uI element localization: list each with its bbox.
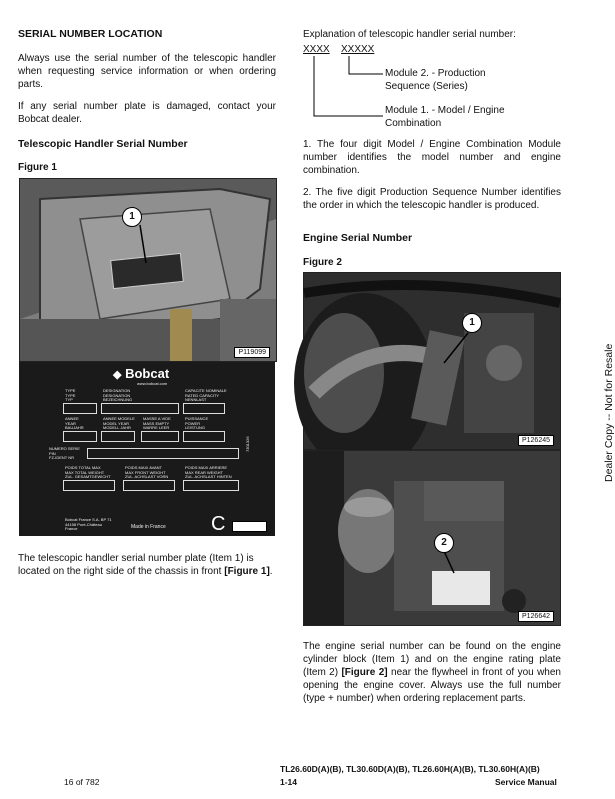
page-number: 1-14 — [280, 777, 298, 787]
bobcat-logo — [113, 366, 169, 381]
footer-models: TL26.60D(A)(B), TL30.60D(A)(B), TL26.60H(A)(B), TL30.60H(A)(B) — [280, 764, 540, 774]
plate-made-in: Made in France — [131, 524, 166, 530]
plate-type-label: TYPE TYPE TYP — [65, 388, 76, 402]
serial-code-part1: XXXX — [303, 44, 330, 55]
callout-engine-item-1: 1 — [462, 313, 482, 333]
plate-serial-field — [87, 448, 239, 459]
figure-1-reference: [Figure 1] — [224, 566, 270, 577]
flywheel-illustration — [304, 451, 560, 625]
plate-power-field — [183, 431, 225, 442]
plate-designation-label: DESIGNATION DESIGNATION BEZEICHNUNG — [103, 388, 133, 402]
damaged-plate-paragraph: If any serial number plate is damaged, contact your Bobcat dealer. — [18, 101, 276, 125]
plate-designation-field — [101, 403, 179, 414]
photo-code-p119099: P119099 — [234, 347, 270, 358]
plate-year-label: ANNEE YEAR BAUJAHR — [65, 416, 84, 430]
plate-total-weight-label: POIDS TOTAL MAX MAX TOTAL WEIGHT ZUL. GESAMTGEWICHT — [65, 465, 111, 479]
subheading-handler-serial: Telescopic Handler Serial Number — [18, 138, 188, 150]
plate-rear-weight-field — [183, 480, 239, 491]
dealer-copy-watermark: Dealer Copy -- Not for Resale — [603, 343, 615, 482]
plate-power-label: PUISSANCE POWER LEISTUNG — [185, 416, 209, 430]
figure-2-caption — [303, 640, 561, 705]
plate-website: www.bobcat.com — [137, 381, 168, 386]
plate-model-year-label: ANNEE MODELE MODEL YEAR MODELL JAHR — [103, 416, 135, 430]
plate-mass-label: MASSE A VIDE MASS EMPTY WARRE LEER — [143, 416, 171, 430]
figure-2-label: Figure 2 — [303, 257, 342, 268]
caption-text-a: The engine serial number can be found on the engine cylinder block (Item 1) and on the engine rating plate (Item 2) — [303, 641, 561, 678]
subheading-engine-serial: Engine Serial Number — [303, 232, 413, 244]
photo-code-p126642: P126642 — [518, 611, 554, 622]
figure-1-label: Figure 1 — [18, 162, 57, 173]
intro-paragraph: Always use the serial number of the telescopic handler when requesting service information or when ordering parts. — [18, 53, 276, 90]
plate-rear-weight-label: POIDS MAXI ARRIERE MAX REAR WEIGHT ZUL. ACHSLAST HINTEN — [185, 465, 232, 479]
callout-engine-item-2: 2 — [434, 533, 454, 553]
plate-year-field — [63, 431, 97, 442]
plate-mass-field — [141, 431, 179, 442]
module-1-explanation: 1. The four digit Model / Engine Combination Module number identifies the model number and engine combination. — [303, 139, 561, 176]
plate-serial-label: NUMERO SERIE PIN FZ-IDENT NR — [49, 446, 80, 460]
plate-front-weight-label: POIDS MAXI AVANT MAX FRONT WEIGHT ZUL. ACHSLAST VORN — [125, 465, 169, 479]
figure-2-reference: [Figure 2] — [341, 667, 388, 678]
service-manual-label: Service Manual — [495, 777, 557, 787]
plate-side-code: 7301326 — [245, 436, 250, 452]
photo-code-p126245: P126245 — [518, 435, 554, 446]
figure-2-engine-block-photo — [303, 272, 561, 450]
figure-1-photo — [19, 178, 277, 362]
plate-front-weight-field — [123, 480, 175, 491]
explanation-title: Explanation of telescopic handler serial number: — [303, 29, 516, 40]
caption-text: The telescopic handler serial number plate (Item 1) is located on the right side of the chassis in front — [18, 553, 254, 577]
plate-type-field — [63, 403, 97, 414]
engine-block-illustration — [304, 273, 560, 449]
plate-address: Bobcat France S.A. BP 71 44158 Pont-Château France — [65, 517, 112, 531]
plate-total-weight-field — [63, 480, 115, 491]
figure-1-caption — [18, 552, 280, 578]
serial-code-part2: XXXXX — [341, 44, 375, 55]
figure-2-rating-plate-photo — [303, 450, 561, 626]
callout-item-1: 1 — [122, 207, 142, 227]
serial-breakdown-lines — [303, 56, 393, 122]
page-count: 16 of 782 — [64, 777, 100, 787]
section-heading: SERIAL NUMBER LOCATION — [18, 28, 163, 40]
ce-mark-icon: C — [211, 513, 226, 535]
brand-name: Bobcat — [125, 366, 170, 381]
serial-number-plate — [19, 362, 275, 536]
chassis-illustration — [20, 179, 276, 361]
bobcat-icon: ◆ — [113, 369, 122, 381]
plate-capacity-label: CAPACITE NOMINALE RATED CAPACITY NENNLAST — [185, 388, 227, 402]
module-2-explanation: 2. The five digit Production Sequence Number identifies the order in which the telescopic handler is produced. — [303, 187, 561, 211]
caption-period: . — [269, 566, 273, 577]
caption-text-b: near the flywheel in front of you when opening the engine cover. Always use the full number (type + number) when ordering replacement parts. — [303, 667, 561, 704]
plate-model-year-field — [101, 431, 135, 442]
module-1-description: Module 1. - Model / Engine Combination — [385, 105, 505, 129]
photo-code-7301326: 7301326 — [232, 521, 267, 532]
module-2-description: Module 2. - Production Sequence (Series) — [385, 68, 486, 92]
plate-capacity-field — [183, 403, 225, 414]
